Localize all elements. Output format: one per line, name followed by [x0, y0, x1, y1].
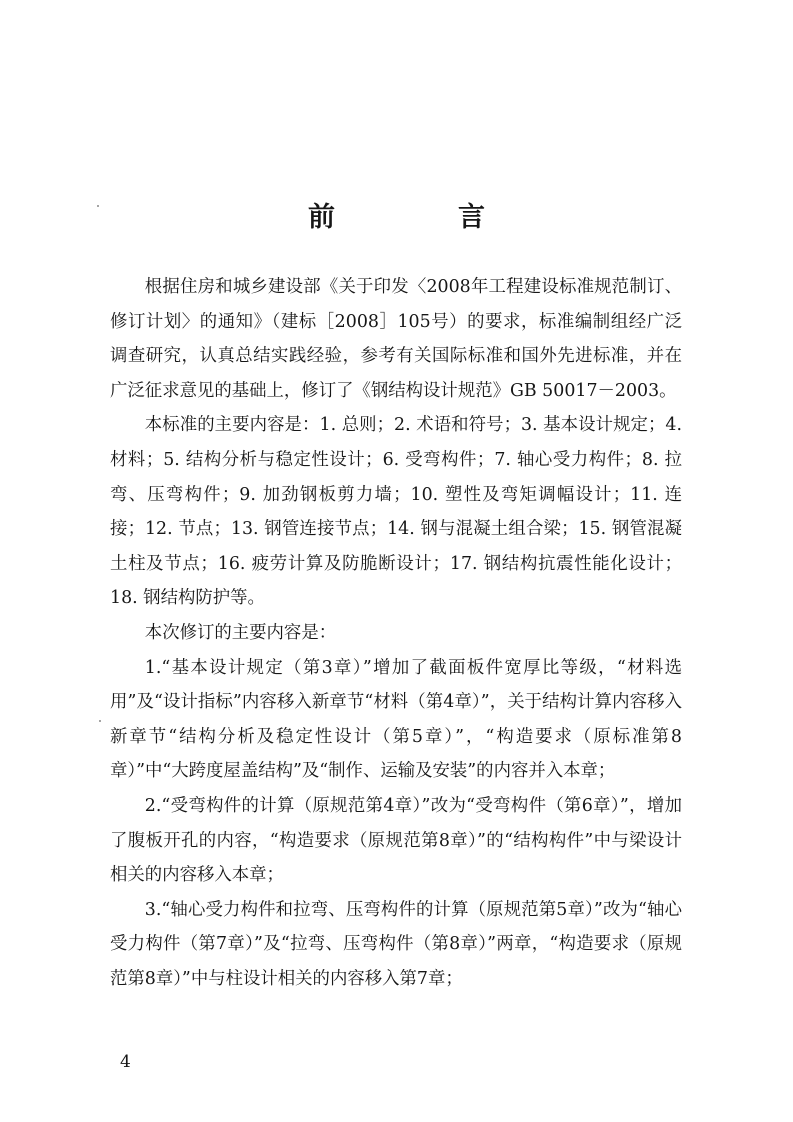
paragraph-revision-item-3: 3.“轴心受力构件和拉弯、压弯构件的计算（原规范第5章）”改为“轴心受力构件（第7章）”及“拉弯、压弯构件（第8章）”两章，“构造要求（原规范第8章）”中与柱设计相关的内容移入第7章；	[110, 899, 682, 989]
page-number: 4	[120, 1052, 131, 1072]
scan-speck	[99, 720, 101, 722]
paragraph-background: 根据住房和城乡建设部《关于印发〈2008年工程建设标准规范制订、修订计划〉的通知》（建标［2008］105号）的要求，标准编制组经广泛调查研究，认真总结实践经验，参考有关国际标准和国外先进标准，并在广泛征求意见的基础上，修订了《钢结构设计规范》GB 50017－2003。	[110, 277, 682, 401]
body-text	[110, 270, 682, 996]
paragraph-revision-intro: 本次修订的主要内容是：	[144, 622, 337, 643]
scan-speck	[97, 205, 99, 207]
paragraph-main-contents: 本标准的主要内容是：1. 总则；2. 术语和符号；3. 基本设计规定；4. 材料；5. 结构分析与稳定性设计；6. 受弯构件；7. 轴心受力构件；8. 拉弯、压弯构件；9. 加劲钢板剪力墙；10. 塑性及弯矩调幅设计；11. 连接；12. 节点；13. 钢管连接节点；14. 钢与混凝土组合梁；15. 钢管混凝土柱及节点；16. 疲劳计算及防脆断设计；17. 钢结构抗震性能化设计；18. 钢结构防护等。	[110, 415, 682, 609]
page-title: 前 言	[308, 202, 533, 233]
paragraph-revision-item-2: 2.“受弯构件的计算（原规范第4章）”改为“受弯构件（第6章）”，增加了腹板开孔的内容，“构造要求（原规范第8章）”的“结构构件”中与梁设计相关的内容移入本章；	[110, 795, 682, 886]
paragraph-revision-item-1: 1.“基本设计规定（第3章）”增加了截面板件宽厚比等级，“材料选用”及“设计指标”内容移入新章节“材料（第4章）”，关于结构计算内容移入新章节“结构分析及稳定性设计（第5章）”，“构造要求（原标准第8章）”中“大跨度屋盖结构”及“制作、运输及安装”的内容并入本章；	[110, 657, 682, 782]
